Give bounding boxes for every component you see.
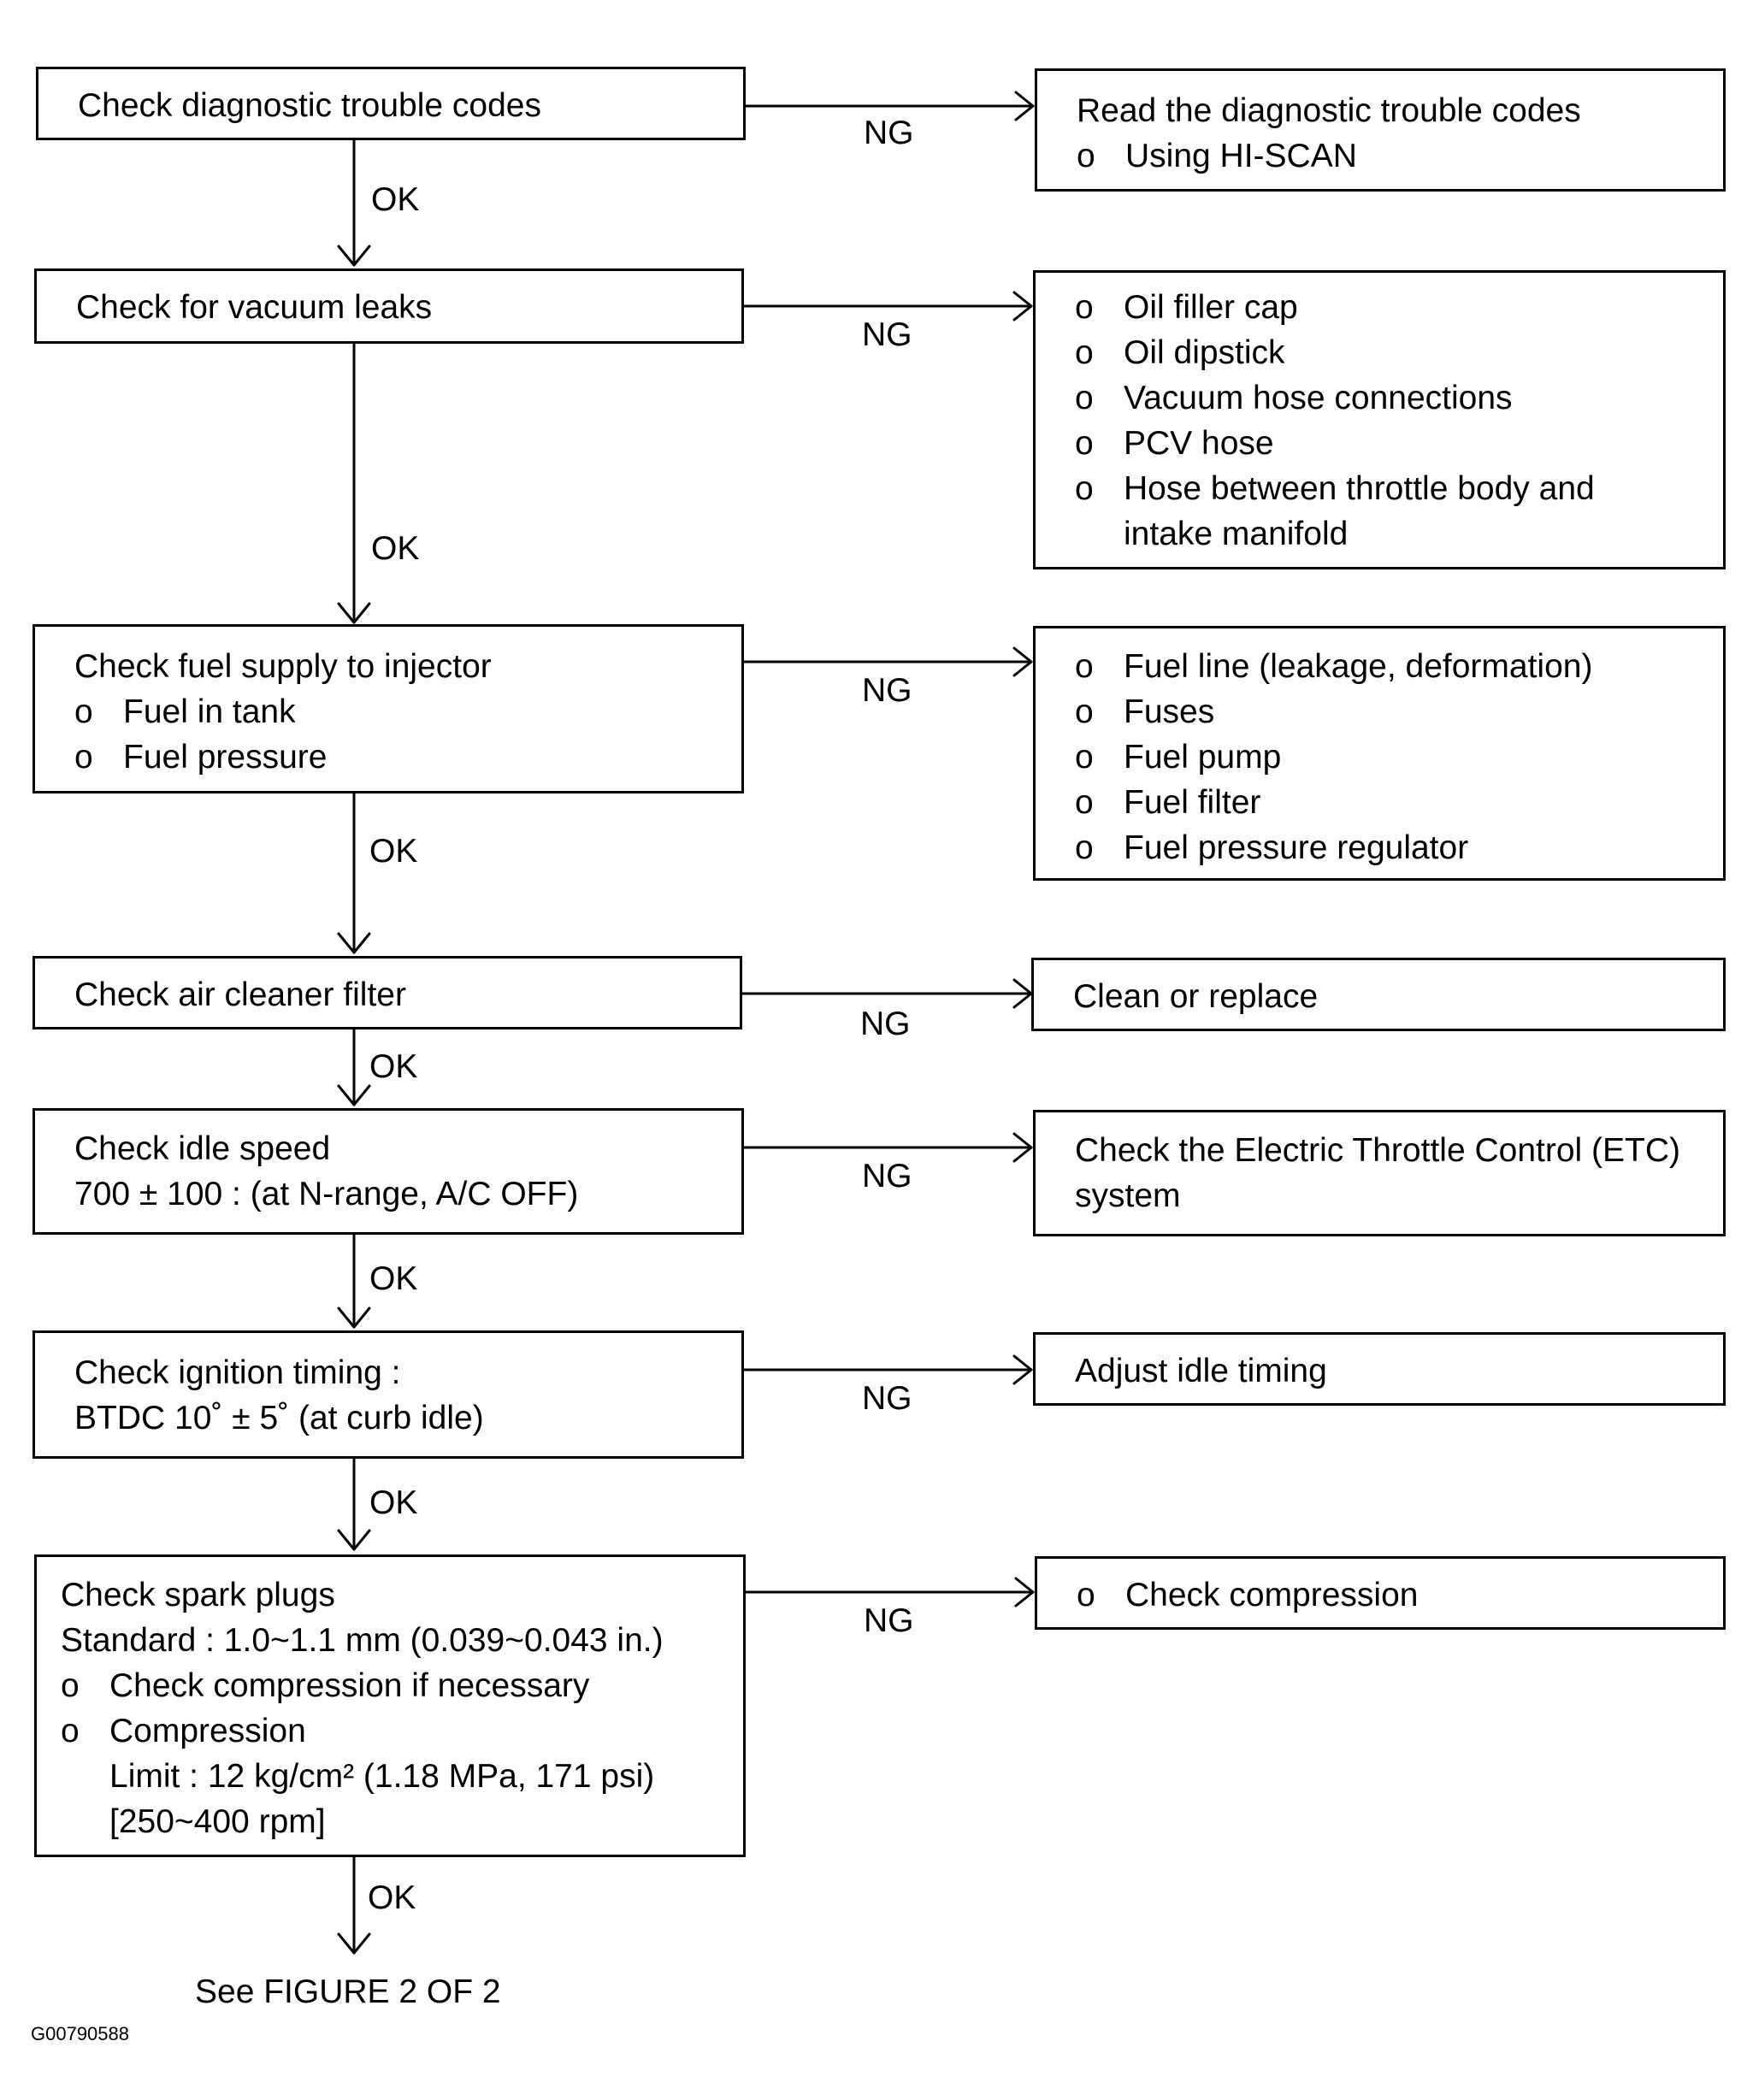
ng-box-5-line-2: system xyxy=(1075,1177,1181,1214)
ng-box-3-line-1: o Fuel line (leakage, deformation) xyxy=(1075,644,1684,689)
ng-box-2 xyxy=(1033,270,1726,569)
step-5-title: Check idle speed xyxy=(74,1130,331,1167)
ng-box-1-line-1: Read the diagnostic trouble codes xyxy=(1077,92,1581,129)
ok-label-4: OK xyxy=(369,1048,418,1085)
step-5-line-1: 700 ± 100 : (at N-range, A/C OFF) xyxy=(74,1176,579,1212)
ok-label-6: OK xyxy=(369,1484,418,1521)
bullet-icon: o xyxy=(1075,784,1094,821)
bullet-icon: o xyxy=(1075,289,1094,326)
ok-arrowhead-2 xyxy=(339,604,369,622)
step-2-box xyxy=(34,268,744,344)
ng-arrowhead-7 xyxy=(1016,1578,1033,1606)
bullet-icon: o xyxy=(1075,334,1094,371)
step-4-box xyxy=(32,956,742,1029)
bullet-icon: o xyxy=(1077,1577,1095,1613)
step-3-line-1: o Fuel in tank xyxy=(74,689,702,734)
step-7-box xyxy=(34,1554,746,1857)
bullet-icon: o xyxy=(1075,380,1094,416)
ng-box-5 xyxy=(1033,1110,1726,1236)
ng-box-1 xyxy=(1035,68,1726,192)
ng-box-2-line-6: intake manifold xyxy=(1124,516,1349,552)
bullet-icon: o xyxy=(1075,739,1094,776)
ng-box-7-line-1: o Check compression xyxy=(1077,1572,1684,1618)
ng-arrowhead-3 xyxy=(1014,648,1031,675)
step-3-line-2: o Fuel pressure xyxy=(74,734,702,780)
step-7-title: Check spark plugs xyxy=(61,1577,335,1613)
step-2-title: Check for vacuum leaks xyxy=(76,289,433,326)
ng-box-5-line-1: Check the Electric Throttle Control (ETC) xyxy=(1075,1132,1680,1169)
bullet-icon: o xyxy=(1075,648,1094,685)
ng-arrowhead-5 xyxy=(1014,1134,1031,1161)
ok-arrowhead-4 xyxy=(339,1086,369,1105)
bullet-icon: o xyxy=(1075,425,1094,462)
ok-label-5: OK xyxy=(369,1260,418,1297)
ok-arrowhead-3 xyxy=(339,934,369,953)
step-7-line-3: o Compression xyxy=(61,1708,704,1754)
step-6-title: Check ignition timing : xyxy=(74,1354,401,1391)
step-7-line-5: [250~400 rpm] xyxy=(109,1803,326,1840)
ng-box-2-line-4: o PCV hose xyxy=(1075,421,1684,466)
continuation-note: See FIGURE 2 OF 2 xyxy=(195,1973,501,2010)
ng-box-6-line-1: Adjust idle timing xyxy=(1075,1353,1327,1389)
bullet-icon: o xyxy=(1077,138,1095,174)
ok-arrowhead-5 xyxy=(339,1308,369,1327)
ng-label-7: NG xyxy=(864,1602,914,1639)
ok-arrowhead-1 xyxy=(339,246,369,265)
step-5-box xyxy=(32,1108,744,1235)
ng-label-5: NG xyxy=(862,1158,912,1195)
ng-box-6 xyxy=(1033,1332,1726,1406)
step-6-line-1: BTDC 10˚ ± 5˚ (at curb idle) xyxy=(74,1400,484,1436)
bullet-icon: o xyxy=(74,693,93,730)
ng-box-3-line-3: o Fuel pump xyxy=(1075,734,1684,780)
bullet-icon: o xyxy=(74,739,93,776)
step-7-line-2: o Check compression if necessary xyxy=(61,1663,704,1708)
ng-label-1: NG xyxy=(864,115,914,151)
ng-box-4 xyxy=(1031,958,1726,1031)
ng-label-2: NG xyxy=(862,316,912,353)
ng-box-3-line-2: o Fuses xyxy=(1075,689,1684,734)
ok-label-1: OK xyxy=(371,181,420,218)
ok-label-2: OK xyxy=(371,530,420,567)
step-1-box xyxy=(36,67,746,140)
ng-box-3 xyxy=(1033,626,1726,881)
ng-box-2-line-5: o Hose between throttle body and xyxy=(1075,466,1684,511)
ng-box-2-line-1: o Oil filler cap xyxy=(1075,285,1684,330)
bullet-icon: o xyxy=(61,1713,80,1749)
ng-arrowhead-1 xyxy=(1016,92,1033,120)
ng-box-2-line-2: o Oil dipstick xyxy=(1075,330,1684,375)
step-4-title: Check air cleaner filter xyxy=(74,976,406,1013)
ng-box-2-line-3: o Vacuum hose connections xyxy=(1075,375,1684,421)
ok-arrowhead-7 xyxy=(339,1934,369,1953)
figure-code: G00790588 xyxy=(31,2023,129,2044)
ng-box-1-line-2: o Using HI-SCAN xyxy=(1077,133,1684,179)
step-6-box xyxy=(32,1330,744,1459)
ng-box-3-line-4: o Fuel filter xyxy=(1075,780,1684,825)
ok-label-3: OK xyxy=(369,833,418,870)
ng-label-6: NG xyxy=(862,1380,912,1417)
ng-box-3-line-5: o Fuel pressure regulator xyxy=(1075,825,1684,870)
bullet-icon: o xyxy=(1075,693,1094,730)
bullet-icon: o xyxy=(1075,829,1094,866)
ng-arrowhead-4 xyxy=(1014,980,1031,1007)
ng-label-3: NG xyxy=(862,672,912,709)
bullet-icon: o xyxy=(1075,470,1094,507)
bullet-icon: o xyxy=(61,1667,80,1704)
ng-box-4-line-1: Clean or replace xyxy=(1073,978,1319,1015)
ok-arrowhead-6 xyxy=(339,1531,369,1549)
step-3-box xyxy=(32,624,744,793)
ng-arrowhead-6 xyxy=(1014,1356,1031,1383)
ok-label-7: OK xyxy=(368,1879,416,1916)
step-7-line-1: Standard : 1.0~1.1 mm (0.039~0.043 in.) xyxy=(61,1622,664,1659)
ng-arrowhead-2 xyxy=(1014,292,1031,320)
step-1-title: Check diagnostic trouble codes xyxy=(78,87,541,124)
ng-label-4: NG xyxy=(860,1006,911,1042)
step-3-title: Check fuel supply to injector xyxy=(74,648,492,685)
ng-box-7 xyxy=(1035,1556,1726,1630)
step-7-line-4: Limit : 12 kg/cm² (1.18 MPa, 171 psi) xyxy=(109,1758,655,1795)
